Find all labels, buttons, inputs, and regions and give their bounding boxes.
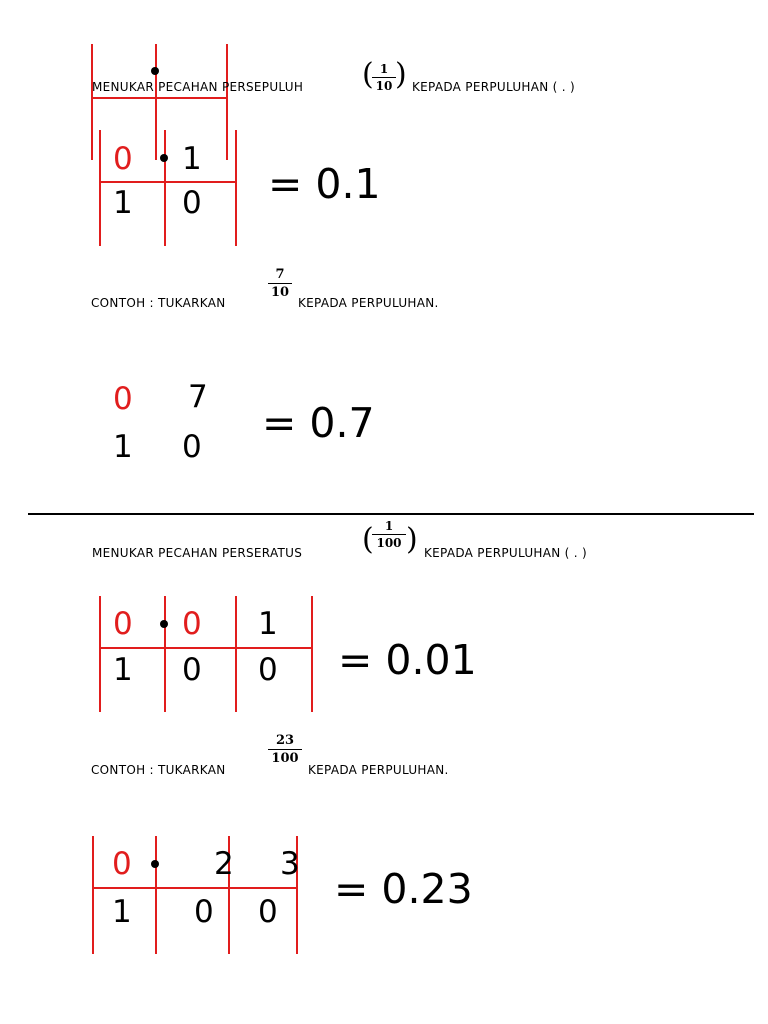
- fraction-numerator: 1: [384, 519, 394, 533]
- fraction-denominator: 100: [376, 536, 402, 550]
- table-digit: 1: [112, 894, 132, 930]
- fraction-numerator: 23: [275, 733, 295, 748]
- fraction-numerator: 1: [379, 62, 389, 76]
- paren-open: (: [362, 522, 374, 557]
- result-text: = 0.1: [268, 160, 381, 208]
- grid-line: [164, 130, 166, 246]
- grid-line: [155, 44, 157, 160]
- table-digit: 0: [182, 652, 202, 688]
- table-digit: 1: [113, 429, 133, 465]
- heading-text: MENUKAR PECAHAN PERSEPULUH: [92, 80, 304, 94]
- table-digit: 1: [258, 606, 278, 642]
- example-prefix: CONTOH : TUKARKAN: [91, 296, 226, 310]
- grid-line: [164, 596, 166, 712]
- paren-open: (: [362, 57, 374, 92]
- table-digit: 1: [113, 185, 133, 221]
- heading-text: KEPADA PERPULUHAN ( . ): [412, 80, 575, 94]
- decimal-point-dot: [160, 154, 168, 162]
- grid-line: [155, 836, 157, 954]
- grid-line: [92, 887, 298, 889]
- grid-line: [311, 596, 313, 712]
- grid-line: [92, 836, 94, 954]
- fraction-bar: [372, 534, 406, 535]
- fraction-numerator: 7: [275, 267, 285, 282]
- decimal-point-dot: [151, 860, 159, 868]
- fraction-denominator: 10: [270, 285, 290, 300]
- fraction-bar: [268, 283, 292, 284]
- decimal-point-dot: [151, 67, 159, 75]
- grid-line: [226, 44, 228, 160]
- grid-line: [235, 596, 237, 712]
- table-digit: 0: [182, 185, 202, 221]
- fraction-7-10: [268, 268, 292, 299]
- table-digit: 1: [182, 141, 202, 177]
- fraction-denominator: 10: [375, 79, 393, 93]
- table-digit: 0: [182, 606, 202, 642]
- table-digit: 0: [113, 141, 133, 177]
- fraction-bar: [268, 749, 302, 750]
- fraction-1-10: [372, 63, 396, 92]
- grid-line: [235, 130, 237, 246]
- grid-line: [91, 44, 93, 160]
- example-suffix: KEPADA PERPULUHAN.: [298, 296, 439, 310]
- table-digit: 1: [113, 652, 133, 688]
- grid-line: [99, 647, 313, 649]
- example-prefix: CONTOH : TUKARKAN: [91, 763, 226, 777]
- fraction-23-100: [268, 734, 302, 765]
- table-digit: 0: [258, 652, 278, 688]
- paren-close: ): [395, 57, 407, 92]
- section-divider: [28, 513, 754, 515]
- result-text: = 0.23: [334, 865, 473, 913]
- table-digit: 2: [214, 846, 234, 882]
- table-digit: 0: [112, 846, 132, 882]
- grid-line: [99, 181, 237, 183]
- example-suffix: KEPADA PERPULUHAN.: [308, 763, 449, 777]
- table-digit: 0: [194, 894, 214, 930]
- table-digit: 0: [113, 381, 133, 417]
- fraction-1-100: [372, 520, 406, 549]
- grid-line: [99, 596, 101, 712]
- result-text: = 0.7: [262, 399, 375, 447]
- table-digit: 0: [258, 894, 278, 930]
- paren-close: ): [406, 522, 418, 557]
- fraction-denominator: 100: [271, 751, 299, 766]
- table-digit: 3: [280, 846, 300, 882]
- heading-text: KEPADA PERPULUHAN ( . ): [424, 546, 587, 560]
- decimal-point-dot: [160, 620, 168, 628]
- result-text: = 0.01: [338, 636, 477, 684]
- grid-line: [99, 130, 101, 246]
- heading-text: MENUKAR PECAHAN PERSERATUS: [92, 546, 303, 560]
- table-digit: 7: [188, 379, 208, 415]
- fraction-bar: [372, 77, 396, 78]
- table-digit: 0: [182, 429, 202, 465]
- grid-line: [91, 97, 228, 99]
- table-digit: 0: [113, 606, 133, 642]
